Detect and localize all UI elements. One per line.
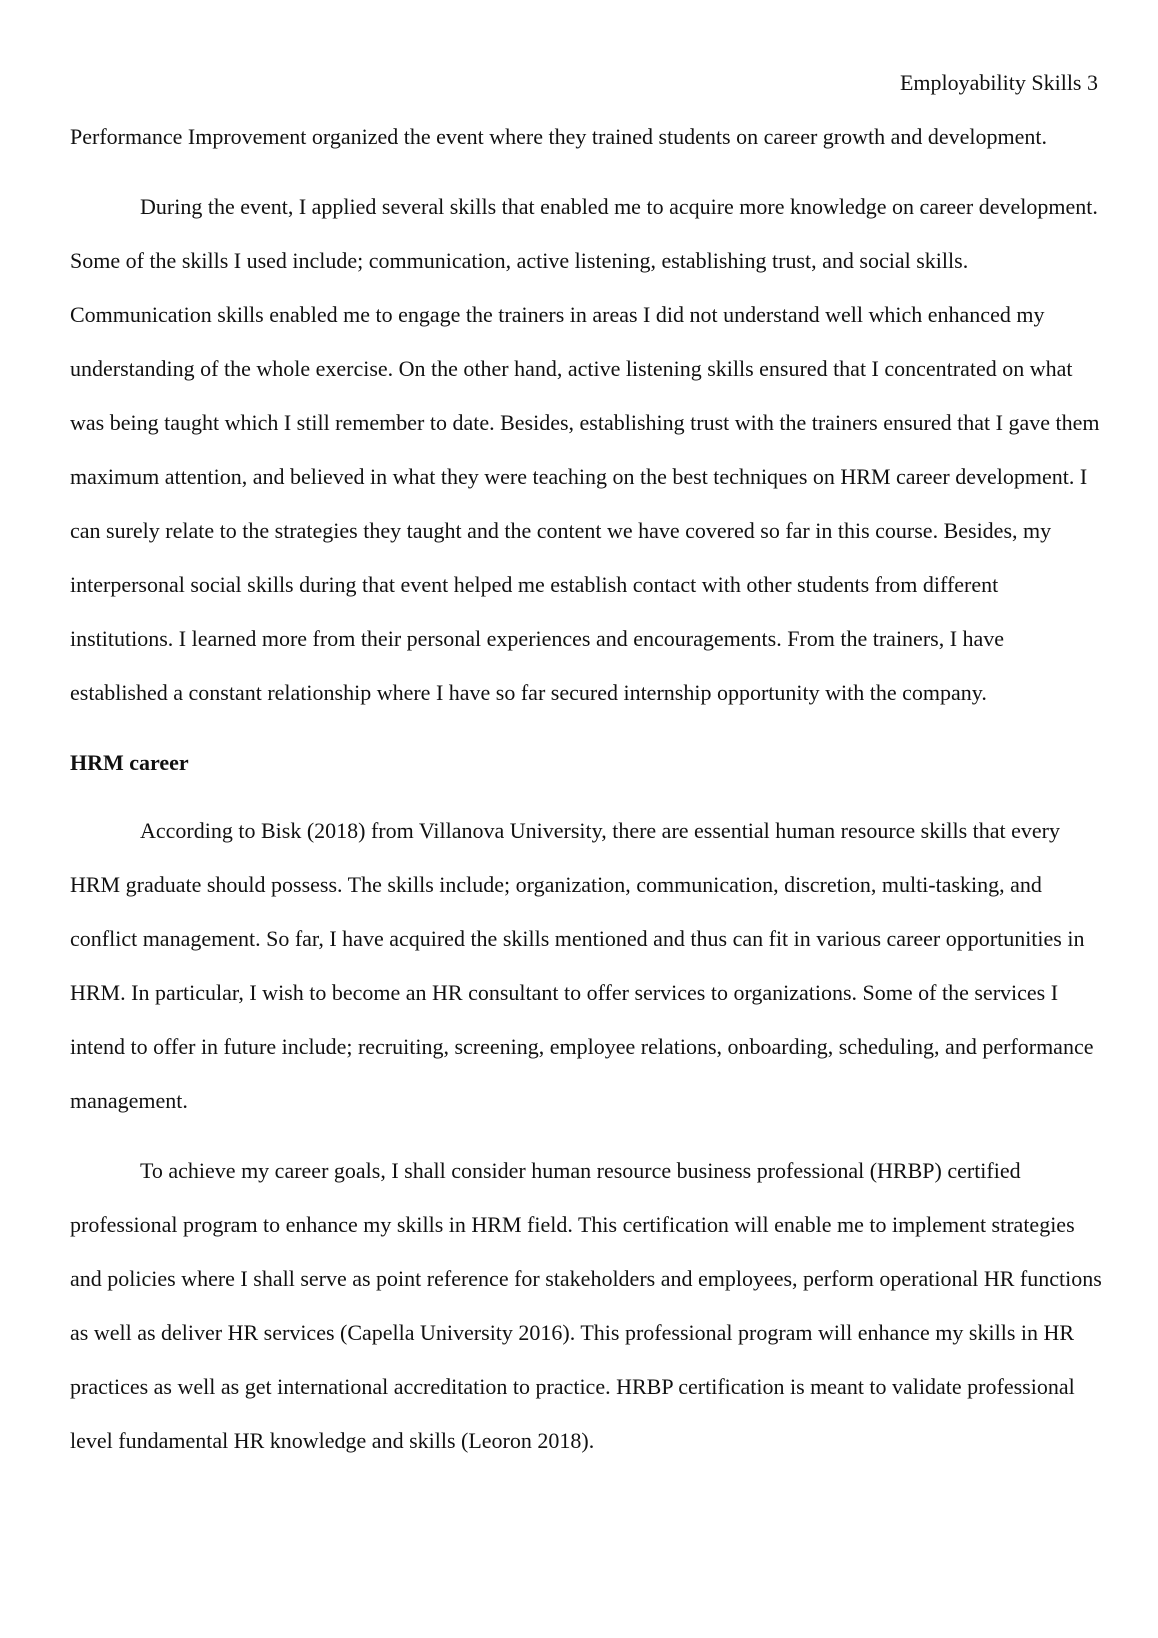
paragraph-event-skills: During the event, I applied several skills that enabled me to acquire more knowledge on career development. Some of the skills I used include; communication, active listening, establishing trust, and social skills. Communication skills enabled me to engage the trainers in areas I did not understand well which enhanced my understanding of the whole exercise. On the other hand, active listening skills ensured that I concentrated on what was being taught which I still remember to date. Besides, establishing trust with the trainers ensured that I gave them maximum attention, and believed in what they were teaching on the best techniques on HRM career development. I can surely relate to the strategies they taught and the content we have covered so far in this course. Besides, my interpersonal social skills during that event helped me establish contact with other students from different institutions. I learned more from their personal experiences and encouragements. From the trainers, I have established a constant relationship where I have so far secured internship opportunity with the company. [70,194,1100,705]
document-body [70,110,1105,1484]
running-head: Employability Skills 3 [899,70,1098,95]
paragraph-continuation: Performance Improvement organized the event where they trained students on career growth and development. [70,124,1048,149]
section-heading-hrm-career: HRM career [70,750,189,775]
paragraph-hr-skills: According to Bisk (2018) from Villanova University, there are essential human resource skills that every HRM graduate should possess. The skills include; organization, communication, discretion, multi-tasking, and conflict management. So far, I have acquired the skills mentioned and thus can fit in various career opportunities in HRM. In particular, I wish to become an HR consultant to offer services to organizations. Some of the services I intend to offer in future include; recruiting, screening, employee relations, onboarding, scheduling, and performance management. [70,818,1094,1113]
paragraph-career-goals: To achieve my career goals, I shall consider human resource business professional (HRBP) certified professional program to enhance my skills in HRM field. This certification will enable me to implement strategies and policies where I shall serve as point reference for stakeholders and employees, perform operational HR functions as well as deliver HR services (Capella University 2016). This professional program will enhance my skills in HR practices as well as get international accreditation to practice. HRBP certification is meant to validate professional level fundamental HR knowledge and skills (Leoron 2018). [70,1158,1102,1453]
